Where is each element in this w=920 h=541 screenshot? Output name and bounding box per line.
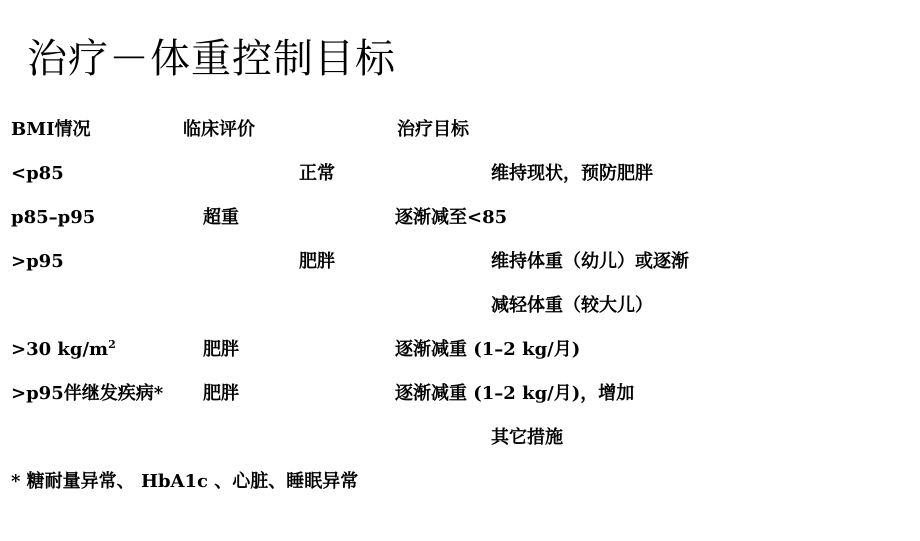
header-evaluation: 临床评价 [183, 119, 255, 140]
row1-bmi: <p85 [11, 163, 64, 184]
row3-goal: 维持体重（幼儿）或逐渐 [491, 251, 689, 272]
row2-goal: 逐渐减至<85 [395, 207, 508, 228]
row5-goal: 逐渐减重 (1–2 kg/月)，增加 [395, 383, 635, 404]
row3-goal-continued: 减轻体重（较大儿） [491, 295, 653, 316]
row5-goal-continued: 其它措施 [491, 427, 563, 448]
row3-bmi: >p95 [11, 251, 64, 272]
row3-evaluation: 肥胖 [299, 251, 335, 272]
header-goal: 治疗目标 [397, 119, 469, 140]
row5-bmi: >p95伴继发疾病* [11, 383, 164, 404]
row4-evaluation: 肥胖 [203, 339, 239, 360]
row5-evaluation: 肥胖 [203, 383, 239, 404]
row1-evaluation: 正常 [299, 163, 335, 184]
row4-bmi-superscript: 2 [108, 338, 116, 351]
row4-goal: 逐渐减重 (1–2 kg/月) [395, 339, 581, 360]
page-title: 治疗－体重控制目标 [27, 36, 396, 82]
header-bmi: BMI情况 [11, 119, 91, 140]
row2-evaluation: 超重 [203, 207, 239, 228]
footnote: * 糖耐量异常、 HbA1c 、心脏、睡眠异常 [11, 471, 359, 492]
row4-bmi [11, 338, 116, 362]
row1-goal: 维持现状，预防肥胖 [491, 163, 653, 184]
row4-bmi-text: >30 kg/m [11, 339, 109, 360]
row2-bmi: p85–p95 [11, 207, 96, 228]
